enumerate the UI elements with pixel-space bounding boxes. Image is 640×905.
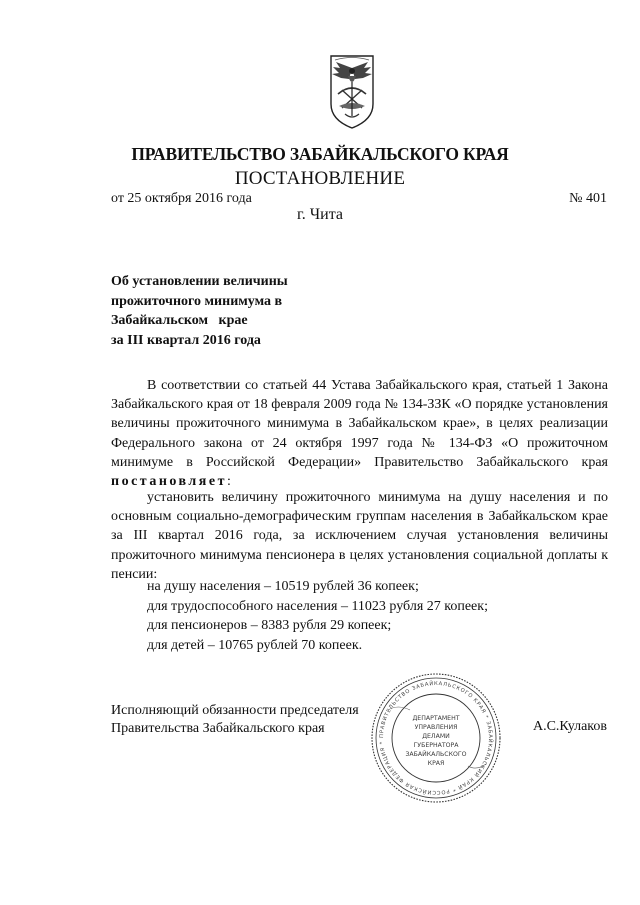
list-item: для детей – 10765 рублей 70 копеек. [147, 637, 363, 653]
preamble-text: В соответствии со статьей 44 Устава Забайкальского края, статьей 1 Закона Забайкальского края от 18 февраля 2009 года № 134-ЗЗК «О порядке установления величины прожиточного минимума в Забайкальском крае», в целях реализации Федерального закона от 24 октября 1997 года № 134-ФЗ «О прожиточном минимуме в Российской Федерации» Правительство Забайкальского края [111, 378, 608, 470]
document-city: г. Чита [296, 206, 343, 223]
svg-text:ДЕЛАМИ: ДЕЛАМИ [422, 733, 450, 740]
document-type: ПОСТАНОВЛЕНИЕ [234, 168, 406, 189]
document-number: № 401 [569, 191, 607, 206]
signer-position [111, 702, 359, 737]
preamble-paragraph [111, 376, 608, 491]
subject-line: Об установлении величины [111, 274, 288, 289]
subject-line: прожиточного минимума в [111, 293, 283, 309]
list-item: для трудоспособного населения – 11023 рубля 27 копеек; [147, 598, 488, 614]
svg-text:ГУБЕРНАТОРА: ГУБЕРНАТОРА [413, 742, 459, 749]
signer-name: А.С.Кулаков [532, 719, 607, 734]
decree-colon: : [226, 474, 231, 490]
document-subject [111, 272, 371, 350]
svg-text:КРАЯ: КРАЯ [427, 760, 445, 767]
list-item: на душу населения – 10519 рублей 36 копеек; [147, 579, 419, 594]
government-name: ПРАВИТЕЛЬСТВО ЗАБАЙКАЛЬСКОГО КРАЯ [131, 144, 509, 164]
coat-of-arms-icon [327, 52, 377, 130]
round-seal-icon [368, 670, 504, 806]
signer-position-line: Правительства Забайкальского края [111, 720, 325, 736]
svg-text:ПРАВИТЕЛЬСТВО ЗАБАЙКАЛЬСКОГО К: ПРАВИТЕЛЬСТВО ЗАБАЙКАЛЬСКОГО КРАЯ * ЗАБАЙКАЛЬСКИЙ КРАЙ * РОССИЙСКАЯ ФЕДЕРАЦИЯ * [378, 680, 494, 796]
svg-text:ДЕПАРТАМЕНТ: ДЕПАРТАМЕНТ [412, 715, 460, 722]
list-item: для пенсионеров – 8383 рубля 29 копеек; [147, 618, 392, 634]
decree-word: постановляет [111, 474, 227, 490]
subject-line: за III квартал 2016 года [111, 332, 261, 348]
document-date: от 25 октября 2016 года [111, 191, 252, 206]
svg-text:УПРАВЛЕНИЯ: УПРАВЛЕНИЯ [414, 724, 458, 731]
decree-paragraph: установить величину прожиточного минимума на душу населения и по основным социально-демографическим группам населения в Забайкальском крае за III квартал 2016 года, за исключением случая установления величины прожиточного минимума пенсионера в целях установления социальной доплаты к пенсии: [111, 490, 608, 582]
subsistence-list [147, 577, 488, 655]
subject-line: Забайкальском крае [111, 313, 248, 328]
signer-position-line: Исполняющий обязанности председателя [111, 703, 359, 718]
svg-text:ЗАБАЙКАЛЬСКОГО: ЗАБАЙКАЛЬСКОГО [405, 751, 467, 758]
